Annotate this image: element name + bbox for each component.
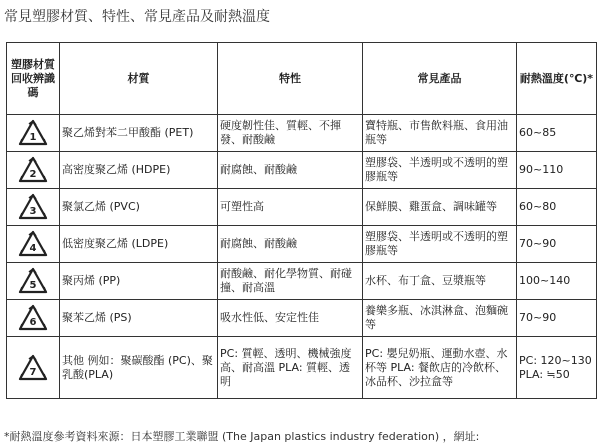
- temp-cell: 100~140: [517, 263, 597, 300]
- svg-text:5: 5: [29, 280, 37, 291]
- svg-text:1: 1: [29, 132, 37, 143]
- recycle-symbol-icon: [16, 229, 50, 259]
- header-property: 特性: [218, 43, 363, 115]
- table-row: [7, 189, 597, 226]
- products-cell: 保鮮膜、雞蛋盒、調味罐等: [363, 189, 517, 226]
- recycle-symbol-icon: [16, 192, 50, 222]
- recycle-code-cell: [7, 300, 60, 337]
- recycle-code-cell: [7, 115, 60, 152]
- plastics-table: [6, 42, 597, 399]
- products-cell: PC: 嬰兒奶瓶、運動水壺、水杯等 PLA: 餐飲店的冷飲杯、冰品杯、沙拉盒等: [363, 337, 517, 399]
- recycle-code-cell: [7, 263, 60, 300]
- table-row: [7, 226, 597, 263]
- temp-cell: 70~90: [517, 300, 597, 337]
- table-header-row: [7, 43, 597, 115]
- recycle-symbol-icon: [16, 118, 50, 148]
- property-cell: 耐腐蝕、耐酸鹼: [218, 226, 363, 263]
- page-title: 常見塑膠材質、特性、常見產品及耐熱溫度: [4, 9, 270, 25]
- table-row: [7, 300, 597, 337]
- temp-cell: 60~80: [517, 189, 597, 226]
- recycle-symbol-icon: [16, 353, 50, 383]
- products-cell: 塑膠袋、半透明或不透明的塑膠瓶等: [363, 226, 517, 263]
- property-cell: 耐腐蝕、耐酸鹼: [218, 152, 363, 189]
- recycle-code-cell: [7, 152, 60, 189]
- svg-text:2: 2: [29, 169, 37, 180]
- header-products: 常見產品: [363, 43, 517, 115]
- property-cell: 可塑性高: [218, 189, 363, 226]
- recycle-symbol-icon: [16, 155, 50, 185]
- property-cell: PC: 質輕、透明、機械強度高、耐高溫 PLA: 質輕、透明: [218, 337, 363, 399]
- material-cell: 聚氯乙烯 (PVC): [60, 189, 218, 226]
- property-cell: 吸水性低、安定性佳: [218, 300, 363, 337]
- table-row: [7, 152, 597, 189]
- recycle-code-cell: [7, 226, 60, 263]
- table-row: [7, 337, 597, 399]
- svg-text:6: 6: [29, 317, 37, 328]
- temp-cell: 90~110: [517, 152, 597, 189]
- products-cell: 水杯、布丁盒、豆漿瓶等: [363, 263, 517, 300]
- material-cell: 聚苯乙烯 (PS): [60, 300, 218, 337]
- recycle-code-cell: [7, 189, 60, 226]
- products-cell: 養樂多瓶、冰淇淋盒、泡麵碗等: [363, 300, 517, 337]
- property-cell: 耐酸鹼、耐化學物質、耐碰撞、耐高溫: [218, 263, 363, 300]
- recycle-symbol-icon: [16, 266, 50, 296]
- temp-cell: 60~85: [517, 115, 597, 152]
- footer-note: *耐熱溫度參考資料來源：日本塑膠工業聯盟 (The Japan plastics industry federation) ，網址:: [4, 430, 480, 443]
- table-row: [7, 263, 597, 300]
- recycle-code-cell: [7, 337, 60, 399]
- temp-cell: PC: 120~130 PLA: ≒50: [517, 337, 597, 399]
- products-cell: 寶特瓶、市售飲料瓶、食用油瓶等: [363, 115, 517, 152]
- temp-cell: 70~90: [517, 226, 597, 263]
- products-cell: 塑膠袋、半透明或不透明的塑膠瓶等: [363, 152, 517, 189]
- material-cell: 低密度聚乙烯 (LDPE): [60, 226, 218, 263]
- material-cell: 聚乙烯對苯二甲酸酯 (PET): [60, 115, 218, 152]
- material-cell: 聚丙烯 (PP): [60, 263, 218, 300]
- header-code: 塑膠材質回收辨識碼: [7, 43, 60, 115]
- recycle-symbol-icon: [16, 303, 50, 333]
- table-row: [7, 115, 597, 152]
- svg-text:7: 7: [29, 366, 37, 378]
- svg-text:4: 4: [29, 243, 37, 254]
- property-cell: 硬度韌性佳、質輕、不揮發、耐酸鹼: [218, 115, 363, 152]
- header-temp: 耐熱溫度(℃)*: [517, 43, 597, 115]
- svg-text:3: 3: [29, 206, 37, 217]
- header-material: 材質: [60, 43, 218, 115]
- material-cell: 其他 例如：聚碳酸酯 (PC)、聚乳酸(PLA): [60, 337, 218, 399]
- material-cell: 高密度聚乙烯 (HDPE): [60, 152, 218, 189]
